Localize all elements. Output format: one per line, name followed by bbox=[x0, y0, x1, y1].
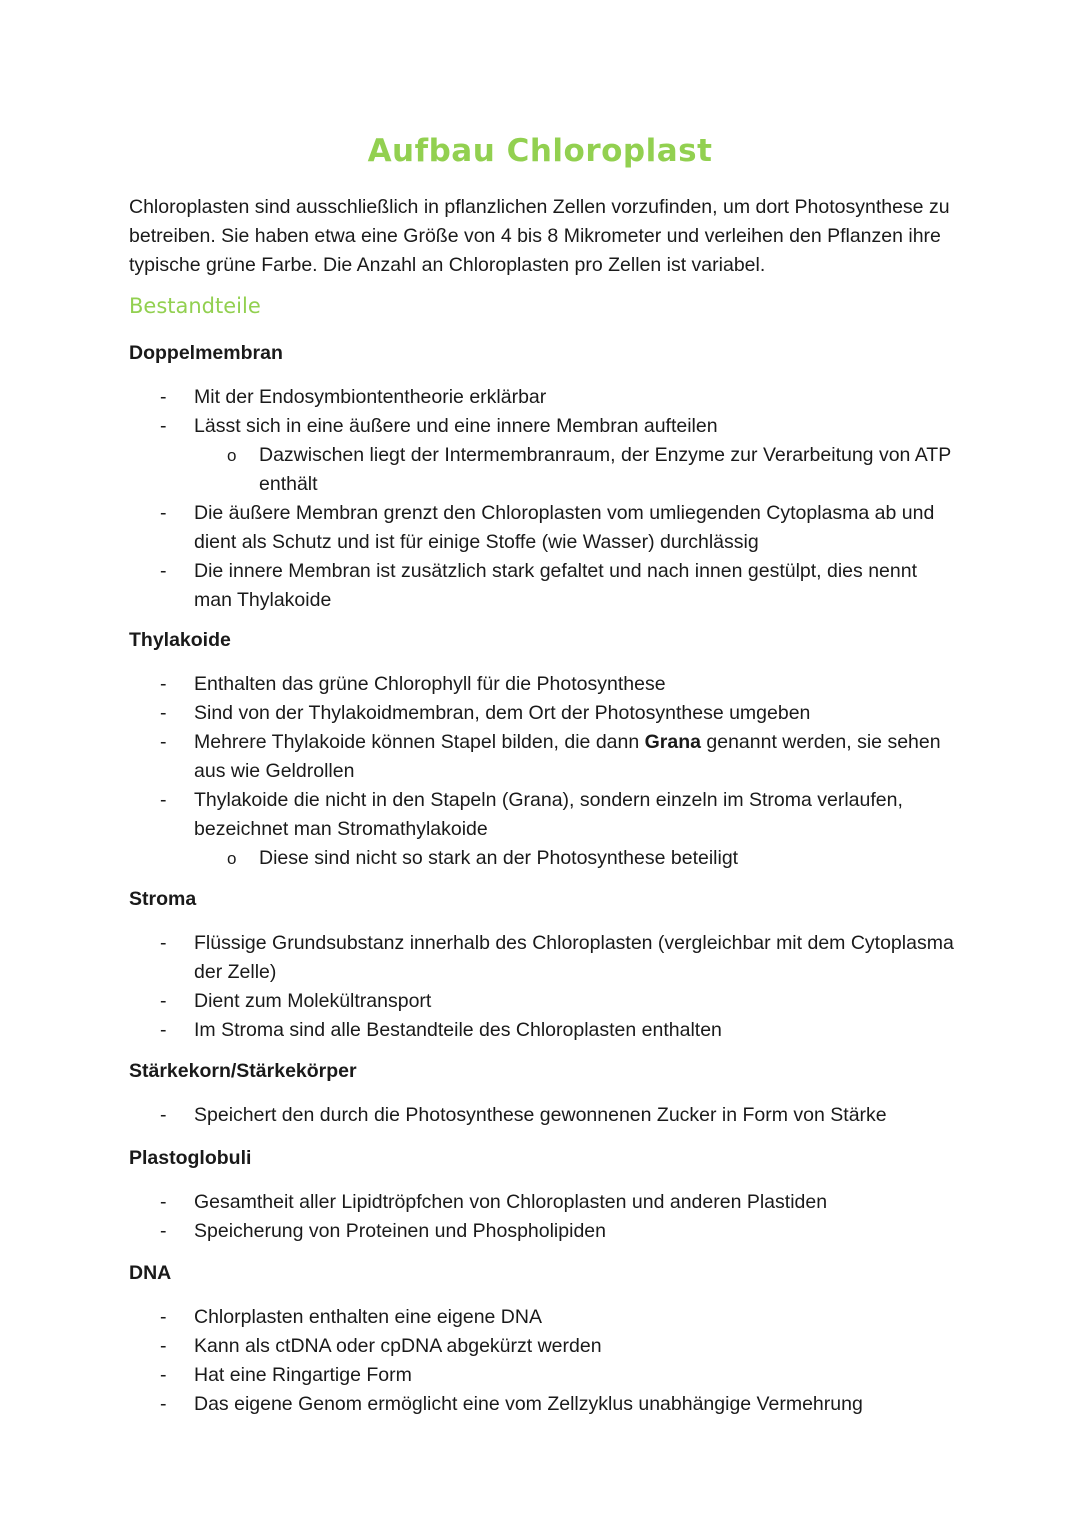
list-item-text: Thylakoide die nicht in den Stapeln (Grana), sondern einzeln im Stroma verlaufen, bezeichnet man Stromathylakoide bbox=[194, 789, 903, 840]
list-item bbox=[0, 1217, 1080, 1246]
bullet-dash: - bbox=[160, 789, 167, 811]
bullet-dash: - bbox=[160, 1393, 167, 1415]
list-item-text: Speichert den durch die Photosynthese gewonnenen Zucker in Form von Stärke bbox=[194, 1104, 887, 1126]
list-item bbox=[0, 987, 1080, 1016]
bullet-dash: - bbox=[160, 1191, 167, 1213]
list-item-text: Dazwischen liegt der Intermembranraum, der Enzyme zur Verarbeitung von ATP enthält bbox=[259, 444, 951, 495]
list-item bbox=[0, 670, 1080, 699]
list-item-text: Im Stroma sind alle Bestandteile des Chloroplasten enthalten bbox=[194, 1019, 722, 1041]
bullet-dash: - bbox=[160, 1104, 167, 1126]
bullet-dash: - bbox=[160, 1306, 167, 1328]
list-item bbox=[0, 499, 1080, 557]
bullet-dash: - bbox=[160, 1364, 167, 1386]
list-item-text: Hat eine Ringartige Form bbox=[194, 1364, 412, 1386]
list-item-text: Sind von der Thylakoidmembran, dem Ort der Photosynthese umgeben bbox=[194, 702, 811, 724]
subheading-stroma: Stroma bbox=[129, 888, 197, 910]
list-item-text: Chlorplasten enthalten eine eigene DNA bbox=[194, 1306, 542, 1328]
page-title: Aufbau Chloroplast bbox=[367, 133, 713, 169]
list-item-text: Kann als ctDNA oder cpDNA abgekürzt werden bbox=[194, 1335, 602, 1357]
intro-paragraph: Chloroplasten sind ausschließlich in pflanzlichen Zellen vorzufinden, um dort Photosynthese zu betreiben. Sie haben etwa eine Größe von 4 bis 8 Mikrometer und verleihen den Pflanzen ihre typische grüne Farbe. Die Anzahl an Chloroplasten pro Zellen ist variabel. bbox=[129, 196, 950, 276]
bullet-dash: - bbox=[160, 502, 167, 524]
list-item bbox=[0, 1361, 1080, 1390]
bullet-dash: - bbox=[160, 673, 167, 695]
list-item bbox=[0, 557, 1080, 615]
list-thylakoide bbox=[0, 670, 1080, 873]
list-item bbox=[0, 1332, 1080, 1361]
list-item bbox=[0, 1016, 1080, 1045]
list-stroma bbox=[0, 929, 1080, 1045]
subheading-dna: DNA bbox=[129, 1262, 172, 1284]
list-item-text: Speicherung von Proteinen und Phospholipiden bbox=[194, 1220, 606, 1242]
list-item-text: Dient zum Molekültransport bbox=[194, 990, 432, 1012]
list-item bbox=[0, 1101, 1080, 1130]
subheading-doppelmembran: Doppelmembran bbox=[129, 342, 283, 364]
list-item-text: Die äußere Membran grenzt den Chloroplasten vom umliegenden Cytoplasma ab und dient als Schutz und ist für einige Stoffe (wie Wasser) durchlässig bbox=[194, 502, 935, 553]
list-item bbox=[0, 699, 1080, 728]
list-item bbox=[0, 786, 1080, 844]
bullet-dash: - bbox=[160, 731, 167, 753]
subheading-plastoglobuli: Plastoglobuli bbox=[129, 1147, 252, 1169]
bullet-dash: - bbox=[160, 1220, 167, 1242]
bullet-dash: - bbox=[160, 1019, 167, 1041]
list-subitem bbox=[0, 441, 1080, 499]
section-heading-bestandteile: Bestandteile bbox=[129, 294, 261, 318]
list-item bbox=[0, 1303, 1080, 1332]
bullet-dash: - bbox=[160, 990, 167, 1012]
bullet-dash: - bbox=[160, 702, 167, 724]
list-item bbox=[0, 1390, 1080, 1419]
list-item-text: Diese sind nicht so stark an der Photosynthese beteiligt bbox=[259, 847, 739, 869]
list-item-text: Gesamtheit aller Lipidtröpfchen von Chloroplasten und anderen Plastiden bbox=[194, 1191, 828, 1213]
bullet-dash: - bbox=[160, 932, 167, 954]
subheading-staerkekorn: Stärkekorn/Stärkekörper bbox=[129, 1060, 357, 1082]
bullet-dash: - bbox=[160, 415, 167, 437]
bullet-circle: o bbox=[227, 849, 237, 868]
list-item-text: Flüssige Grundsubstanz innerhalb des Chloroplasten (vergleichbar mit dem Cytoplasma der Zelle) bbox=[194, 932, 954, 983]
list-item bbox=[0, 728, 1080, 786]
list-item-text: Enthalten das grüne Chlorophyll für die Photosynthese bbox=[194, 673, 666, 695]
bold-term-grana: Grana bbox=[644, 731, 701, 753]
list-item bbox=[0, 383, 1080, 412]
subheading-thylakoide: Thylakoide bbox=[129, 629, 231, 651]
list-staerkekorn bbox=[0, 1101, 1080, 1130]
list-item-text: genannt werden, sie sehen aus wie Geldrollen bbox=[194, 731, 941, 782]
list-subitem bbox=[0, 844, 1080, 873]
list-item-text: Lässt sich in eine äußere und eine innere Membran aufteilen bbox=[194, 415, 718, 437]
bullet-dash: - bbox=[160, 1335, 167, 1357]
list-item-text: Das eigene Genom ermöglicht eine vom Zellzyklus unabhängige Vermehrung bbox=[194, 1393, 863, 1415]
list-item bbox=[0, 1188, 1080, 1217]
list-plastoglobuli bbox=[0, 1188, 1080, 1246]
list-item-text: Die innere Membran ist zusätzlich stark gefaltet und nach innen gestülpt, dies nennt man Thylakoide bbox=[194, 560, 917, 611]
list-dna bbox=[0, 1303, 1080, 1419]
bullet-dash: - bbox=[160, 386, 167, 408]
list-doppelmembran bbox=[0, 383, 1080, 615]
bullet-dash: - bbox=[160, 560, 167, 582]
list-item-text: Mehrere Thylakoide können Stapel bilden, die dann bbox=[194, 731, 645, 753]
list-item bbox=[0, 929, 1080, 987]
list-item bbox=[0, 412, 1080, 441]
list-item-text: Mit der Endosymbiontentheorie erklärbar bbox=[194, 386, 547, 408]
bullet-circle: o bbox=[227, 446, 237, 465]
